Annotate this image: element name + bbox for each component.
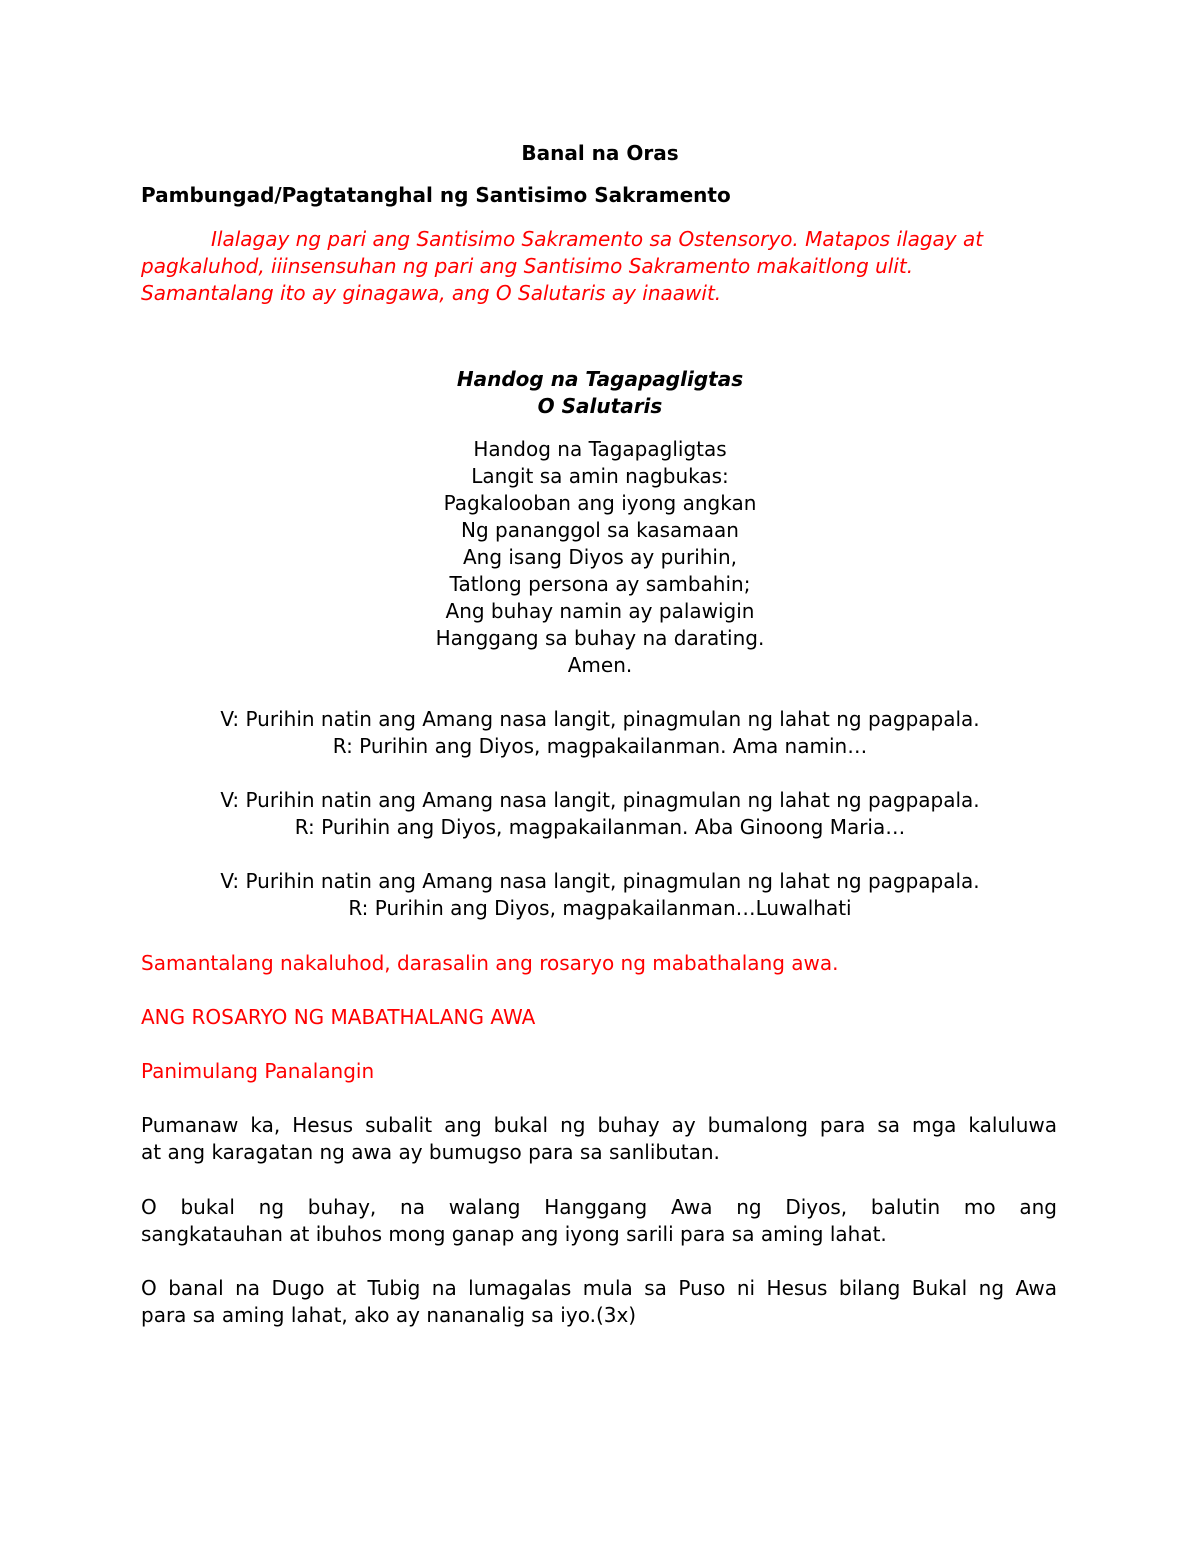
- hymn-line: Hanggang sa buhay na darating.: [435, 626, 765, 650]
- paragraph-line: sangkatauhan at ibuhos mong ganap ang iyong sarili para sa aming lahat.: [141, 1222, 887, 1246]
- document-title: Banal na Oras: [521, 141, 679, 165]
- versicle: V: Purihin natin ang Amang nasa langit, pinagmulan ng lahat ng pagpapala.: [220, 707, 980, 731]
- prayer-paragraph: [141, 1275, 1057, 1329]
- prayer-paragraph: [141, 1112, 1057, 1166]
- paragraph-line: O bukal ng buhay, na walang Hanggang Awa ng Diyos, balutin mo ang: [141, 1195, 1057, 1219]
- versicle: V: Purihin natin ang Amang nasa langit, pinagmulan ng lahat ng pagpapala.: [220, 788, 980, 812]
- prayer-paragraph: [141, 1194, 1057, 1248]
- paragraph-line: O banal na Dugo at Tubig na lumagalas mula sa Puso ni Hesus bilang Bukal ng Awa: [141, 1276, 1057, 1300]
- hymn-line: Pagkalooban ang iyong angkan: [443, 491, 757, 515]
- hymn-title: Handog na Tagapagligtas: [456, 367, 744, 391]
- hymn-line: Langit sa amin nagbukas:: [471, 464, 729, 488]
- opening-prayer-heading: Panimulang Panalangin: [141, 1059, 375, 1083]
- rubric-line: Samantalang ito ay ginagawa, ang O Salutaris ay inaawit.: [141, 281, 722, 305]
- hymn-subtitle: O Salutaris: [537, 394, 663, 418]
- hymn-line: Amen.: [567, 653, 633, 677]
- hymn-line: Ang buhay namin ay palawigin: [445, 599, 755, 623]
- hymn-line: Ng pananggol sa kasamaan: [461, 518, 739, 542]
- paragraph-line: para sa aming lahat, ako ay nananalig sa iyo.(3x): [141, 1303, 637, 1327]
- response: R: Purihin ang Diyos, magpakailanman…Luwalhati: [348, 896, 852, 920]
- response: R: Purihin ang Diyos, magpakailanman. Aba Ginoong Maria…: [294, 815, 906, 839]
- hymn-line: Ang isang Diyos ay purihin,: [462, 545, 738, 569]
- rubric-rosary: Samantalang nakaluhod, darasalin ang rosaryo ng mabathalang awa.: [141, 951, 839, 975]
- hymn-line: Handog na Tagapagligtas: [473, 437, 727, 461]
- rosary-heading: ANG ROSARYO NG MABATHALANG AWA: [141, 1005, 536, 1029]
- paragraph-line: Pumanaw ka, Hesus subalit ang bukal ng buhay ay bumalong para sa mga kaluluwa: [141, 1113, 1057, 1137]
- rubric-line: Ilalagay ng pari ang Santisimo Sakramento sa Ostensoryo. Matapos ilagay at: [211, 227, 984, 251]
- versicle: V: Purihin natin ang Amang nasa langit, pinagmulan ng lahat ng pagpapala.: [220, 869, 980, 893]
- rubric-line: pagkaluhod, iiinsensuhan ng pari ang Santisimo Sakramento makaitlong ulit.: [141, 254, 914, 278]
- section-heading: Pambungad/Pagtatanghal ng Santisimo Sakramento: [141, 183, 731, 207]
- response: R: Purihin ang Diyos, magpakailanman. Ama namin…: [332, 734, 868, 758]
- paragraph-line: at ang karagatan ng awa ay bumugso para sa sanlibutan.: [141, 1140, 720, 1164]
- hymn-line: Tatlong persona ay sambahin;: [449, 572, 751, 596]
